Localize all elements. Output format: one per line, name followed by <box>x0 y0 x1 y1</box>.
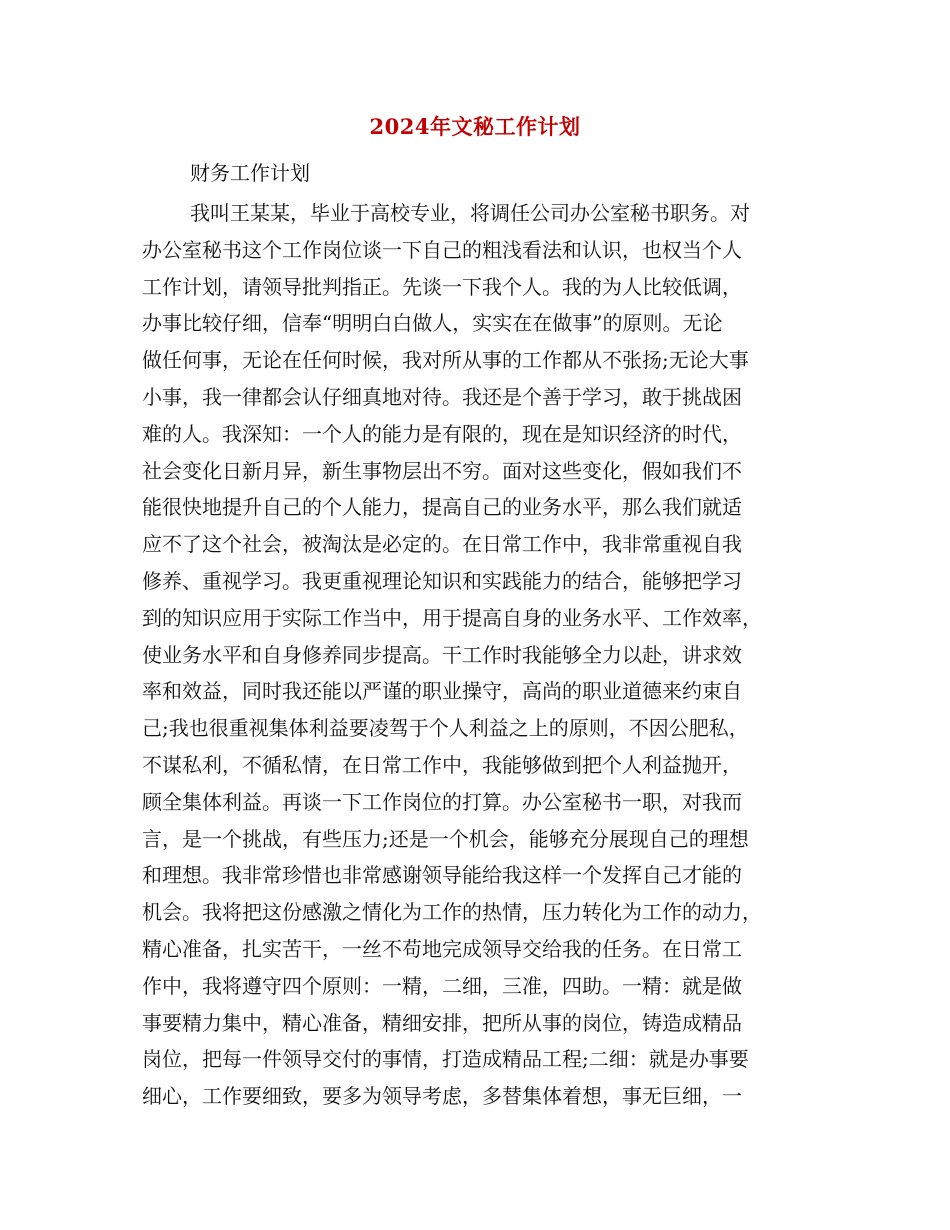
body-line: 岗位，把每一件领导交付的事情，打造成精品工程;二细：就是办事要 <box>142 1047 749 1072</box>
body-line: 社会变化日新月异，新生事物层出不穷。面对这些变化，假如我们不 <box>142 458 742 483</box>
document-title: 2024年文秘工作计划 <box>369 114 581 139</box>
body-line: 和理想。我非常珍惜也非常感谢领导能给我这样一个发挥自己才能的 <box>142 863 742 888</box>
body-line: 我叫王某某，毕业于高校专业，将调任公司办公室秘书职务。对 <box>190 201 750 225</box>
body-line: 不谋私利，不循私情，在日常工作中，我能够做到把个人利益抛开， <box>142 752 742 777</box>
body-line: 小事，我一律都会认仔细真地对待。我还是个善于学习，敢于挑战困 <box>142 384 742 409</box>
body-line: 工作计划，请领导批判指正。先谈一下我个人。我的为人比较低调， <box>142 274 742 299</box>
body-line: 到的知识应用于实际工作当中，用于提高自身的业务水平、工作效率， <box>142 605 762 630</box>
body-line: 机会。我将把这份感激之情化为工作的热情，压力转化为工作的动力， <box>142 900 762 925</box>
body-line: 修养、重视学习。我更重视理论知识和实践能力的结合，能够把学习 <box>142 568 742 593</box>
body-line: 能很快地提升自己的个人能力，提高自己的业务水平，那么我们就适 <box>142 495 742 520</box>
body-line: 言，是一个挑战，有些压力;还是一个机会，能够充分展现自己的理想 <box>142 826 749 851</box>
body-line: 使业务水平和自身修养同步提高。干工作时我能够全力以赴，讲求效 <box>142 642 742 667</box>
body-line: 办事比较仔细，信奉“明明白白做人，实实在在做事”的原则。无论 <box>142 311 723 336</box>
body-line: 做任何事，无论在任何时候，我对所从事的工作都从不张扬;无论大事 <box>142 348 749 373</box>
body-line: 细心，工作要细致，要多为领导考虑，多替集体着想，事无巨细，一 <box>142 1084 742 1109</box>
section-subheading: 财务工作计划 <box>190 161 310 185</box>
body-line: 己;我也很重视集体利益要凌驾于个人利益之上的原则，不因公肥私， <box>142 716 749 741</box>
body-paragraph <box>142 195 812 1115</box>
body-line: 作中，我将遵守四个原则：一精，二细，三准，四助。一精：就是做 <box>142 973 742 998</box>
body-line: 精心准备，扎实苦干，一丝不苟地完成领导交给我的任务。在日常工 <box>142 936 742 961</box>
body-line: 办公室秘书这个工作岗位谈一下自己的粗浅看法和认识，也权当个人 <box>142 237 742 262</box>
body-line: 应不了这个社会，被淘汰是必定的。在日常工作中，我非常重视自我 <box>142 532 742 557</box>
body-line: 事要精力集中，精心准备，精细安排，把所从事的岗位，铸造成精品 <box>142 1010 742 1035</box>
body-line: 难的人。我深知：一个人的能力是有限的，现在是知识经济的时代， <box>142 421 742 446</box>
body-line: 顾全集体利益。再谈一下工作岗位的打算。办公室秘书一职，对我而 <box>142 789 742 814</box>
body-line: 率和效益，同时我还能以严谨的职业操守，高尚的职业道德来约束自 <box>142 679 742 704</box>
